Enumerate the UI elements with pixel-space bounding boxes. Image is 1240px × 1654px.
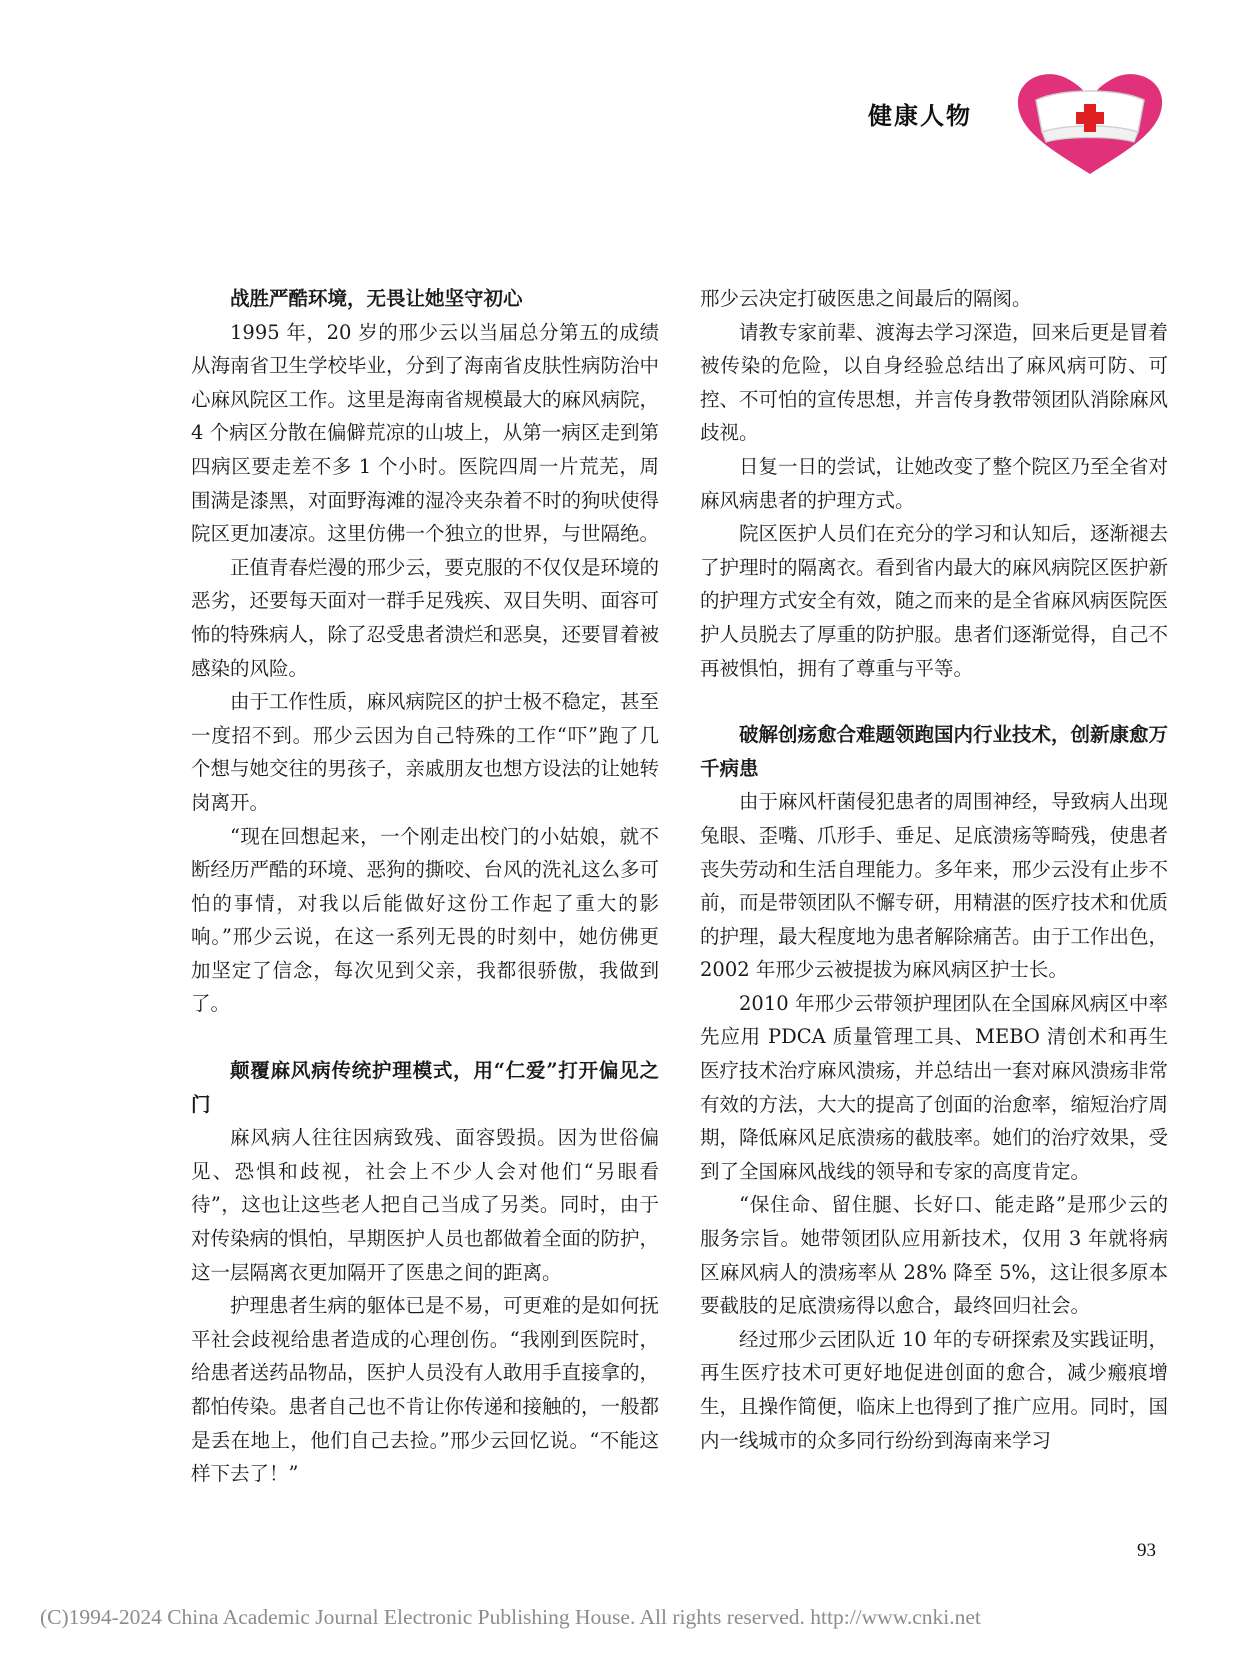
article-paragraph: 由于麻风杆菌侵犯患者的周围神经，导致病人出现兔眼、歪嘴、爪形手、垂足、足底溃疡等畸残，使患者丧失劳动和生活自理能力。多年来，邢少云没有止步不前，而是带领团队不懈专研，用精湛的医疗技术和优质的护理，最大程度地为患者解除痛苦。由于工作出色，2002 年邢少云被提拔为麻风病区护士长。 bbox=[700, 790, 1169, 982]
section-heading: 破解创疡愈合难题领跑国内行业技术，创新康愈万千病患 bbox=[700, 723, 1169, 780]
section-gap bbox=[700, 685, 1168, 718]
article-paragraph: 正值青春烂漫的邢少云，要克服的不仅仅是环境的恶劣，还要每天面对一群手足残疾、双目失明、面容可怖的特殊病人，除了忍受患者溃烂和恶臭，还要冒着被感染的风险。 bbox=[191, 555, 660, 680]
article-paragraph: 日复一日的尝试，让她改变了整个院区乃至全省对麻风病患者的护理方式。 bbox=[700, 454, 1169, 512]
article-paragraph: 请教专家前辈、渡海去学习深造，回来后更是冒着被传染的危险，以自身经验总结出了麻风病可防、可控、不可怕的宣传思想，并言传身教带领团队消除麻风歧视。 bbox=[700, 320, 1169, 445]
left-column bbox=[191, 282, 659, 1491]
article-paragraph: 护理患者生病的躯体已是不易，可更难的是如何抚平社会歧视给患者造成的心理创伤。“我刚到医院时，给患者送药品物品，医护人员没有人敢用手直接拿的，都怕传染。患者自己也不肯让你传递和接触的，一般都是丢在地上，他们自己去捡。”邢少云回忆说。“不能这样下去了！” bbox=[191, 1294, 660, 1486]
article-paragraph: 经过邢少云团队近 10 年的专研探索及实践证明，再生医疗技术可更好地促进创面的愈合，减少瘢痕增生，且操作简便，临床上也得到了推广应用。同时，国内一线城市的众多同行纷纷到海南来学习 bbox=[700, 1327, 1169, 1452]
section-gap bbox=[191, 1021, 659, 1054]
article-paragraph: “现在回想起来，一个刚走出校门的小姑娘，就不断经历严酷的环境、恶狗的撕咬、台风的洗礼这么多可怕的事情，对我以后能做好这份工作起了重大的影响。”邢少云说，在这一系列无畏的时刻中，她仿佛更加坚定了信念，每次见到父亲，我都很骄傲，我做到了。 bbox=[191, 824, 660, 1016]
section-title: 健康人物 bbox=[868, 101, 972, 130]
page-number: 93 bbox=[1137, 1540, 1156, 1561]
article-paragraph: 1995 年，20 岁的邢少云以当届总分第五的成绩从海南省卫生学校毕业，分到了海南省皮肤性病防治中心麻风院区工作。这里是海南省规模最大的麻风病院，4 个病区分散在偏僻荒凉的山坡上，从第一病区走到第四病区要走差不多 1 个小时。医院四周一片荒芜，周围满是漆黑，对面野海滩的湿冷夹杂着不时的狗吠使得院区更加凄凉。这里仿佛一个独立的世界，与世隔绝。 bbox=[191, 320, 660, 546]
article-paragraph-continuation: 邢少云决定打破医患之间最后的隔阂。 bbox=[700, 287, 1032, 310]
article-paragraph: 由于工作性质，麻风病院区的护士极不稳定，甚至一度招不到。邢少云因为自己特殊的工作“吓”跑了几个想与她交往的男孩子，亲戚朋友也想方设法的让她转岗离开。 bbox=[191, 690, 660, 814]
heart-nurse-cap-logo bbox=[1012, 70, 1168, 178]
copyright-notice: (C)1994-2024 China Academic Journal Electronic Publishing House. All rights reserved. http://www.cnki.net bbox=[40, 1605, 981, 1629]
section-heading: 战胜严酷环境，无畏让她坚守初心 bbox=[230, 287, 523, 310]
article-paragraph: 2010 年邢少云带领护理团队在全国麻风病区中率先应用 PDCA 质量管理工具、MEBO 清创术和再生医疗技术治疗麻风溃疡，并总结出一套对麻风溃疡非常有效的方法，大大的提高了创面的治愈率，缩短治疗周期，降低麻风足底溃疡的截肢率。她们的治疗效果，受到了全国麻风战线的领导和专家的高度肯定。 bbox=[700, 991, 1169, 1183]
article-paragraph: 麻风病人往往因病致残、面容毁损。因为世俗偏见、恐惧和歧视，社会上不少人会对他们“另眼看待”，这也让这些老人把自己当成了另类。同时，由于对传染病的惧怕，早期医护人员也都做着全面的防护，这一层隔离衣更加隔开了医患之间的距离。 bbox=[191, 1126, 660, 1284]
article-paragraph: “保住命、留住腿、长好口、能走路”是邢少云的服务宗旨。她带领团队应用新技术，仅用 3 年就将病区麻风病人的溃疡率从 28% 降至 5%，这让很多原本要截肢的足底溃疡得以愈合，最终回归社会。 bbox=[700, 1193, 1168, 1318]
right-column bbox=[700, 282, 1168, 1457]
article-paragraph: 院区医护人员们在充分的学习和认知后，逐渐褪去了护理时的隔离衣。看到省内最大的麻风病院区医护新的护理方式安全有效，随之而来的是全省麻风病医院医护人员脱去了厚重的防护服。患者们逐渐觉得，自己不再被惧怕，拥有了尊重与平等。 bbox=[700, 522, 1169, 680]
section-heading: 颠覆麻风病传统护理模式，用“仁爱”打开偏见之门 bbox=[191, 1059, 659, 1116]
